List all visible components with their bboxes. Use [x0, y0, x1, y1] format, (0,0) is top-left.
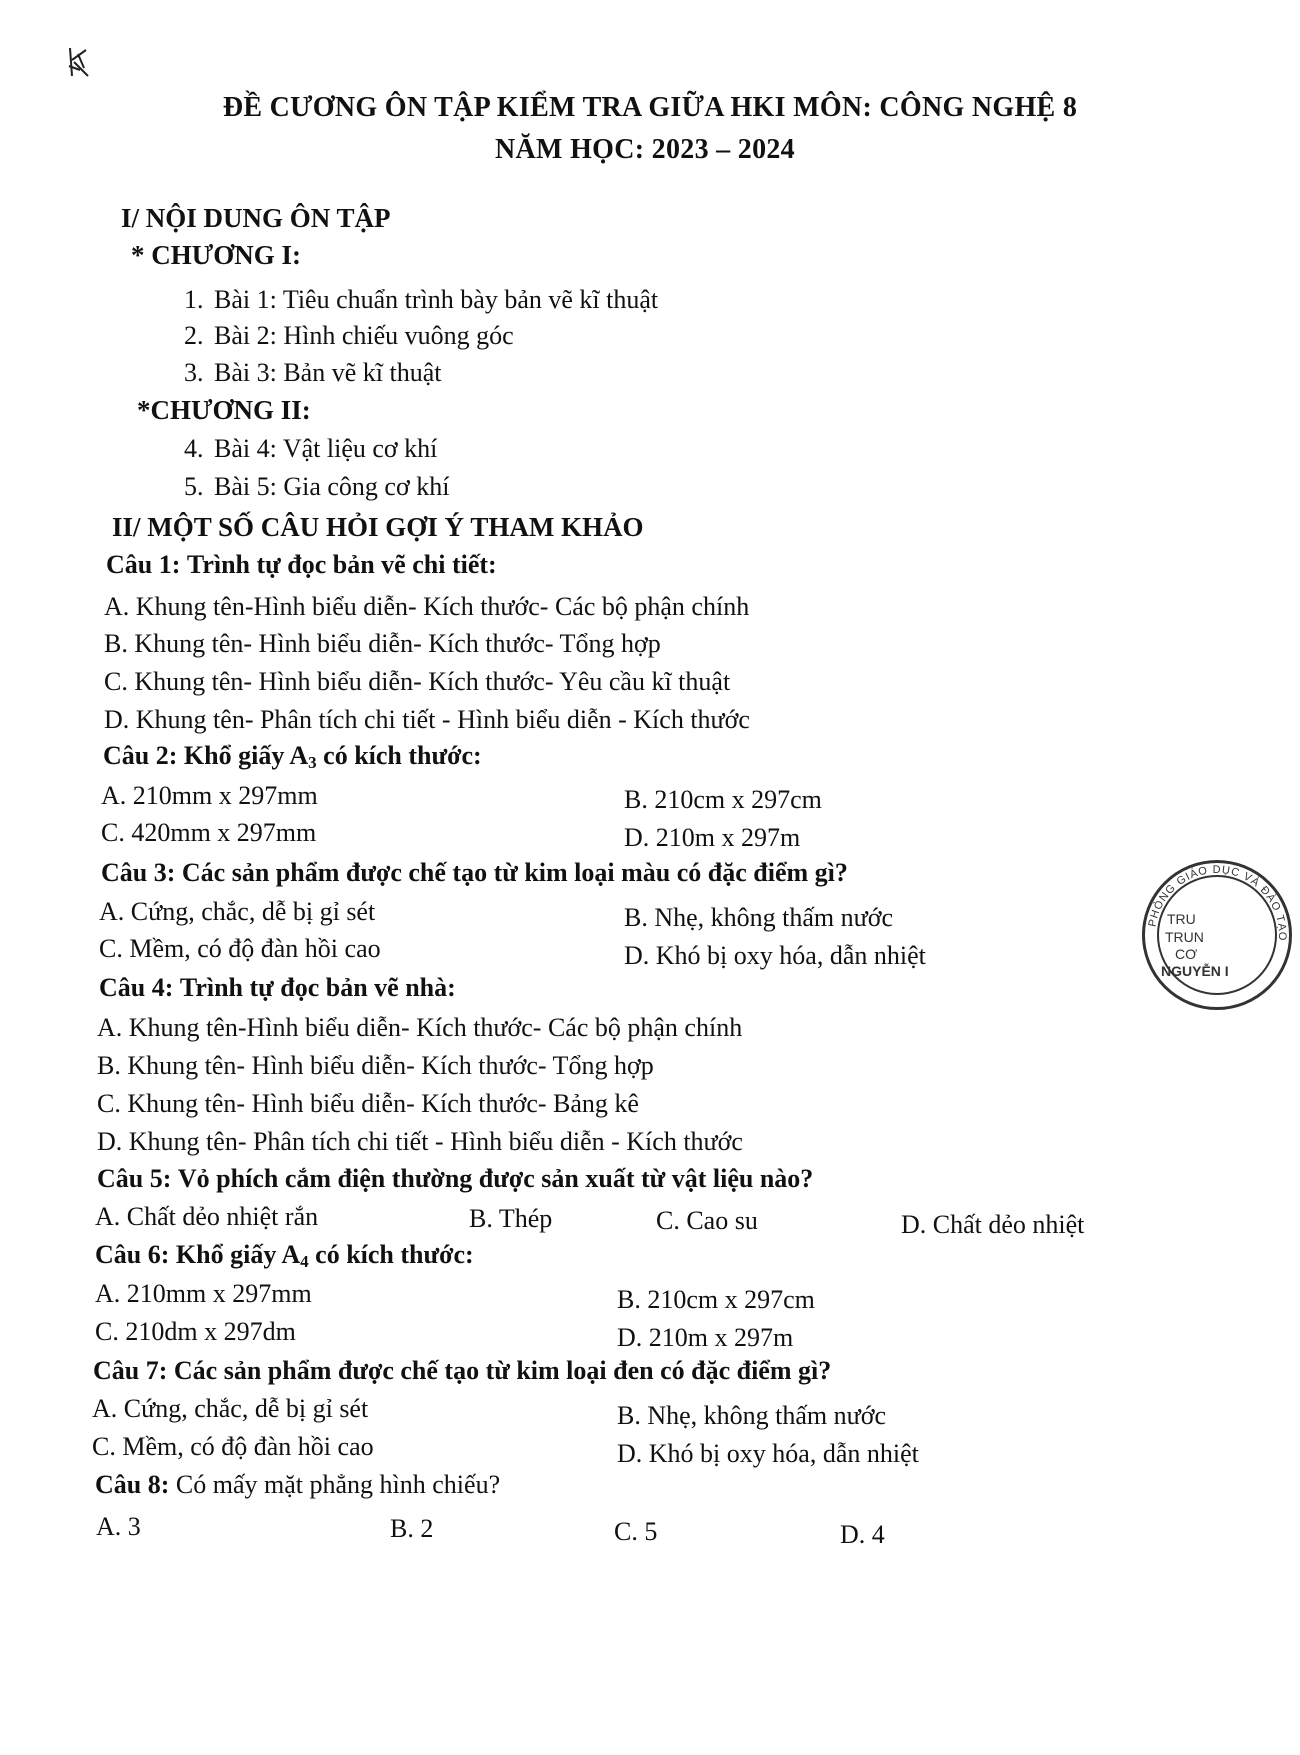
option-b: B. Khung tên- Hình biểu diễn- Kích thước- Tổng hợp: [104, 629, 661, 658]
section-2-heading: II/ MỘT SỐ CÂU HỎI GỢI Ý THAM KHẢO: [112, 512, 644, 542]
option-b: B. Nhẹ, không thấm nước: [624, 903, 894, 932]
question-4: Câu 4: Trình tự đọc bản vẽ nhà:: [99, 973, 456, 1002]
svg-text:PHÒNG GIÁO DỤC VÀ ĐÀO TẠO: PHÒNG GIÁO DỤC VÀ ĐÀO TẠO: [1146, 863, 1289, 942]
question-1: Câu 1: Trình tự đọc bản vẽ chi tiết:: [106, 550, 497, 579]
lesson-item: 5. Bài 5: Gia công cơ khí: [184, 472, 450, 501]
option-a: A. Cứng, chắc, dễ bị gỉ sét: [92, 1394, 369, 1423]
question-5: Câu 5: Vỏ phích cắm điện thường được sản xuất từ vật liệu nào?: [97, 1164, 814, 1193]
option-a: A. Khung tên-Hình biểu diễn- Kích thước- Các bộ phận chính: [104, 592, 750, 621]
stamp-line: NGUYỄN I: [1161, 963, 1229, 979]
option-c: C. 420mm x 297mm: [101, 818, 317, 847]
scribble-icon: [66, 46, 92, 80]
lesson-item: 3. Bài 3: Bản vẽ kĩ thuật: [184, 358, 442, 387]
option-c: C. 210dm x 297dm: [95, 1317, 296, 1346]
option-b: B. Thép: [469, 1204, 553, 1233]
lesson-item: 1. Bài 1: Tiêu chuẩn trình bày bản vẽ kĩ thuật: [184, 285, 659, 314]
option-a: A. 3: [96, 1512, 141, 1541]
option-b: B. Nhẹ, không thấm nước: [617, 1401, 887, 1430]
option-d: D. Khó bị oxy hóa, dẫn nhiệt: [624, 941, 926, 970]
option-a: A. Khung tên-Hình biểu diễn- Kích thước- Các bộ phận chính: [97, 1013, 743, 1042]
option-b: B. Khung tên- Hình biểu diễn- Kích thước- Tổng hợp: [97, 1051, 654, 1080]
option-b: B. 2: [390, 1514, 434, 1543]
option-c: C. Khung tên- Hình biểu diễn- Kích thước- Bảng kê: [97, 1089, 639, 1118]
lesson-item: 2. Bài 2: Hình chiếu vuông góc: [184, 321, 514, 350]
option-d: D. 210m x 297m: [617, 1323, 794, 1352]
option-c: C. Cao su: [656, 1206, 758, 1235]
stamp-line: TRUN: [1165, 929, 1204, 945]
lesson-item: 4. Bài 4: Vật liệu cơ khí: [184, 434, 438, 463]
stamp-line: TRU: [1167, 911, 1196, 927]
option-a: A. Chất dẻo nhiệt rắn: [95, 1202, 319, 1231]
question-7: Câu 7: Các sản phẩm được chế tạo từ kim loại đen có đặc điểm gì?: [93, 1356, 832, 1385]
corner-scribble: [66, 46, 92, 88]
option-a: A. 210mm x 297mm: [101, 781, 318, 810]
question-3: Câu 3: Các sản phẩm được chế tạo từ kim loại màu có đặc điểm gì?: [101, 858, 848, 887]
section-1-heading: I/ NỘI DUNG ÔN TẬP: [121, 203, 391, 233]
option-b: B. 210cm x 297cm: [617, 1285, 815, 1314]
option-c: C. Khung tên- Hình biểu diễn- Kích thước- Yêu cầu kĩ thuật: [104, 667, 731, 696]
option-c: C. Mềm, có độ đàn hồi cao: [92, 1432, 374, 1461]
question-8: Câu 8: Có mấy mặt phẳng hình chiếu?: [95, 1470, 501, 1499]
option-d: D. Khung tên- Phân tích chi tiết - Hình biểu diễn - Kích thước: [97, 1127, 743, 1156]
document-subtitle: NĂM HỌC: 2023 – 2024: [495, 134, 795, 165]
option-d: D. 4: [840, 1520, 885, 1549]
option-d: D. Chất dẻo nhiệt: [901, 1210, 1085, 1239]
document-title: ĐỀ CƯƠNG ÔN TẬP KIỂM TRA GIỮA HKI MÔN: CÔNG NGHỆ 8: [222, 92, 1078, 123]
question-2: Câu 2: Khổ giấy A3 có kích thước:: [103, 741, 482, 772]
chapter-2-heading: *CHƯƠNG II:: [137, 395, 311, 425]
option-d: D. 210m x 297m: [624, 823, 801, 852]
option-d: D. Khung tên- Phân tích chi tiết - Hình biểu diễn - Kích thước: [104, 705, 750, 734]
option-a: A. Cứng, chắc, dễ bị gỉ sét: [99, 897, 376, 926]
option-c: C. 5: [614, 1517, 658, 1546]
official-stamp: [1142, 860, 1292, 1010]
option-b: B. 210cm x 297cm: [624, 785, 822, 814]
question-6: Câu 6: Khổ giấy A4 có kích thước:: [95, 1240, 474, 1271]
option-c: C. Mềm, có độ đàn hồi cao: [99, 934, 381, 963]
option-d: D. Khó bị oxy hóa, dẫn nhiệt: [617, 1439, 919, 1468]
stamp-line: CƠ: [1175, 946, 1198, 962]
option-a: A. 210mm x 297mm: [95, 1279, 312, 1308]
chapter-1-heading: * CHƯƠNG I:: [131, 240, 301, 270]
